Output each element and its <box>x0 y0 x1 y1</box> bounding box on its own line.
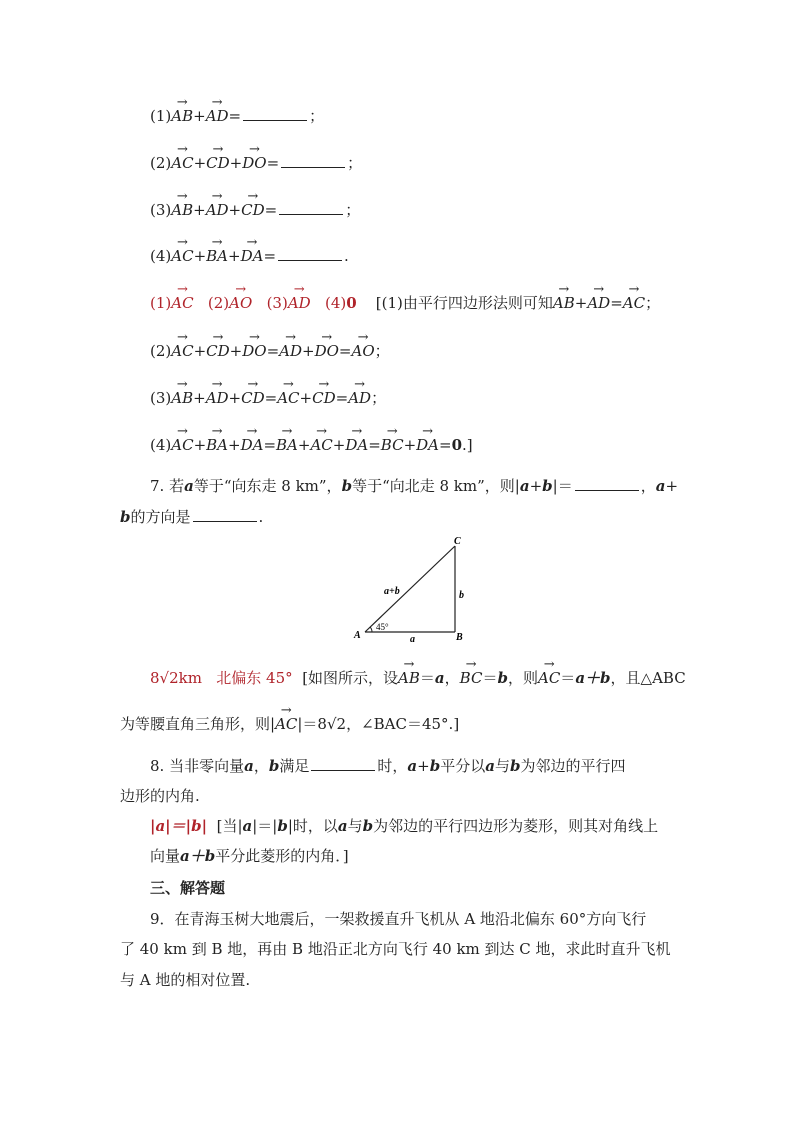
vector: → AD <box>288 293 311 313</box>
vector: → AD <box>587 293 610 313</box>
text: 为邻边的平行四 <box>520 757 626 775</box>
var-a: a <box>655 477 666 495</box>
text: |＝| <box>252 817 278 835</box>
text: |时，以 <box>287 817 338 835</box>
equals: = <box>610 294 623 312</box>
answer-blank[interactable] <box>278 246 342 261</box>
equals: ＝ <box>560 669 576 687</box>
equals: = <box>263 436 277 454</box>
plus: + <box>228 436 241 454</box>
var-a: a <box>407 757 418 775</box>
var-b: b <box>120 508 131 526</box>
a7-line-1 <box>150 668 686 688</box>
item-label: (3) <box>150 201 172 219</box>
vector: → DA <box>416 435 439 455</box>
vertex-b: B <box>456 632 463 643</box>
vector: → BA <box>206 435 228 455</box>
a7-line-2 <box>120 714 459 734</box>
equals: = <box>266 342 280 360</box>
equals: = <box>263 247 277 265</box>
var-a: a <box>485 757 495 775</box>
vector: → BC <box>381 435 404 455</box>
answer-label: (2) <box>207 294 230 312</box>
text: ，则 <box>507 669 538 687</box>
zero-vector: 0 <box>451 436 463 454</box>
a6-answers <box>150 294 361 312</box>
plus: + <box>193 436 207 454</box>
item-label: (2) <box>150 342 172 360</box>
answer-label: (3) <box>266 294 288 312</box>
var-b: b <box>277 817 288 835</box>
plus: + <box>665 477 679 495</box>
text: 为等腰直角三角形，则| <box>120 715 276 733</box>
plus: + <box>193 247 207 265</box>
item-label: (2) <box>150 154 172 172</box>
vector-ad: → AD <box>206 106 229 126</box>
q6-line-1 <box>150 106 324 126</box>
answer-blank[interactable] <box>575 476 639 491</box>
var-a: a <box>242 817 253 835</box>
vector: → AB <box>553 293 575 313</box>
zero-vector: 0 <box>346 294 357 312</box>
q9-line-1: 9．在青海玉树大地震后，一架救援直升飞机从 A 地沿北偏东 60°方向飞行 <box>150 910 647 928</box>
vector: → AB <box>171 200 193 220</box>
explanation: [(1)由平行四边形法则可知 <box>375 294 553 312</box>
plus: + <box>529 477 543 495</box>
q6-line-4 <box>150 246 349 266</box>
var-a: a <box>434 669 445 687</box>
text: [如图所示，设 <box>302 669 399 687</box>
equals: = <box>264 201 278 219</box>
q6-line-3 <box>150 200 360 220</box>
vector: → AC <box>538 668 560 688</box>
plus: + <box>332 436 346 454</box>
equals: = <box>335 389 349 407</box>
vector: → DO <box>242 341 266 361</box>
vector-ab: → AB <box>171 106 193 126</box>
vector: → CD <box>241 388 265 408</box>
vector: → CD <box>206 153 230 173</box>
var-b: b <box>268 757 280 775</box>
text: |＝ <box>552 477 573 495</box>
vector: → AC <box>171 246 193 266</box>
text: [当| <box>216 817 243 835</box>
vector: → AC <box>171 435 193 455</box>
vector: → AC <box>623 293 645 313</box>
equals: ＝ <box>419 669 435 687</box>
text: 与 <box>347 817 363 835</box>
text: 向量 <box>150 847 181 865</box>
q7-line-2 <box>120 507 263 527</box>
answer-blank[interactable] <box>311 756 375 771</box>
answer-direction: 北偏东 45° <box>216 669 293 687</box>
answer-blank[interactable] <box>193 507 257 522</box>
text: 与 <box>494 757 510 775</box>
vector: → DA <box>345 435 368 455</box>
text: ，且△ABC <box>610 669 686 687</box>
text: 时， <box>377 757 408 775</box>
text: 等于“向北走 8 km”，则| <box>352 477 520 495</box>
label-hyp: a+b <box>384 586 400 597</box>
plus: + <box>193 389 206 407</box>
punct: .] <box>462 436 473 454</box>
answer: |a|＝|b| <box>150 817 208 835</box>
vector: → DO <box>242 153 266 173</box>
answer-blank[interactable] <box>243 106 307 121</box>
punct: . <box>258 508 264 526</box>
var-a: a <box>519 477 530 495</box>
text: 平分此菱形的内角．] <box>215 847 349 865</box>
plus: + <box>299 389 313 407</box>
punct: ； <box>371 389 387 407</box>
vertex-a: A <box>354 630 361 641</box>
vector: → AC <box>310 435 332 455</box>
q6-line-2 <box>150 153 362 173</box>
var-a: a <box>184 477 194 495</box>
answer-blank[interactable] <box>281 153 345 168</box>
var-a: a <box>337 817 348 835</box>
equals: = <box>368 436 381 454</box>
vector: → DA <box>241 246 264 266</box>
vector: → BA <box>206 246 228 266</box>
angle-arc <box>370 627 372 632</box>
item-label: (1) <box>150 107 172 125</box>
var-b: b <box>542 477 553 495</box>
equals: = <box>266 154 280 172</box>
var-b: b <box>509 757 521 775</box>
equals: = <box>439 436 452 454</box>
equals: ＝ <box>482 669 498 687</box>
triangle-figure <box>350 532 480 647</box>
question-number: 7. 若 <box>150 477 185 495</box>
punct: ； <box>345 201 361 219</box>
plus: + <box>403 436 417 454</box>
q8-line-1 <box>150 756 625 776</box>
plus: + <box>228 389 242 407</box>
a6-line-3 <box>150 388 386 408</box>
plus: + <box>297 436 311 454</box>
label-b: b <box>459 590 464 601</box>
item-label: (4) <box>150 436 172 454</box>
punct: ； <box>374 342 390 360</box>
plus: + <box>417 757 430 775</box>
equals: = <box>228 107 242 125</box>
vector: → BA <box>276 435 298 455</box>
vector: → AB <box>398 668 420 688</box>
vector: → DA <box>241 435 264 455</box>
vector: → AB <box>171 388 193 408</box>
text: 边形的内角. <box>120 787 200 805</box>
a6-line-2 <box>150 341 390 361</box>
answer-blank[interactable] <box>279 200 343 215</box>
item-label: (3) <box>150 389 172 407</box>
text: |＝8√2，∠BAC＝45°.] <box>297 715 460 733</box>
vector: → AD <box>206 388 229 408</box>
plus: + <box>228 201 242 219</box>
plus: + <box>193 342 207 360</box>
plus: + <box>193 107 206 125</box>
sum: a＋b <box>575 669 611 687</box>
a8-line-2 <box>150 846 349 866</box>
answer-label: (4) <box>325 294 347 312</box>
section-heading: 三、解答题 <box>150 879 226 897</box>
q7-line-1 <box>150 476 678 496</box>
plus: + <box>229 342 243 360</box>
punct: ； <box>645 294 661 312</box>
plus: + <box>193 201 206 219</box>
vector: → CD <box>241 200 265 220</box>
vector: → AC <box>171 153 193 173</box>
text: ， <box>444 669 460 687</box>
a6-line-4 <box>150 435 473 455</box>
text: ， <box>253 757 269 775</box>
vector: → AC <box>275 714 297 734</box>
punct: . <box>344 247 349 265</box>
vector: → AO <box>229 293 252 313</box>
text: 为邻边的平行四边形为菱形，则其对角线上 <box>373 817 659 835</box>
text: ， <box>640 477 656 495</box>
plus: + <box>302 342 315 360</box>
vertex-c: C <box>454 536 461 547</box>
text: 满足 <box>279 757 310 775</box>
plus: + <box>193 154 207 172</box>
q8-line-2 <box>120 786 200 806</box>
q9-line-2: 了 40 km 到 B 地，再由 B 地沿正北方向飞行 40 km 到达 C 地，求此时直升飞机 <box>120 940 671 958</box>
question-text: 8. 当非零向量 <box>150 757 245 775</box>
side-ac <box>365 546 455 632</box>
equals: = <box>264 389 278 407</box>
var-b: b <box>341 477 353 495</box>
var-b: b <box>497 669 508 687</box>
sum: a＋b <box>180 847 216 865</box>
vector: → AC <box>171 293 193 313</box>
var-b: b <box>429 757 441 775</box>
a8-line-1 <box>150 816 658 836</box>
var-a: a <box>244 757 254 775</box>
a6-line-1 <box>150 293 660 313</box>
vector: → CD <box>206 341 230 361</box>
vector: → AD <box>206 200 229 220</box>
q9-line-3: 与 A 地的相对位置. <box>120 971 251 989</box>
text: 的方向是 <box>130 508 191 526</box>
vector: → DO <box>315 341 339 361</box>
plus: + <box>228 247 241 265</box>
punct: ； <box>347 154 363 172</box>
label-a: a <box>410 634 415 645</box>
vector: → AD <box>348 388 371 408</box>
item-label: (4) <box>150 247 172 265</box>
text: 平分以 <box>440 757 486 775</box>
plus: + <box>229 154 243 172</box>
label-angle: 45° <box>376 622 389 632</box>
vector: → AC <box>277 388 299 408</box>
vector: → BC <box>460 668 483 688</box>
punct: ； <box>309 107 325 125</box>
answer-magnitude: 8√2km <box>150 669 202 687</box>
plus: + <box>574 294 588 312</box>
var-b: b <box>362 817 374 835</box>
equals: = <box>338 342 352 360</box>
vector: → CD <box>312 388 336 408</box>
vector: → AO <box>351 341 374 361</box>
text: 等于“向东走 8 km”， <box>193 477 342 495</box>
answer-label: (1) <box>150 294 172 312</box>
vector: → AD <box>279 341 302 361</box>
vector: → AC <box>171 341 193 361</box>
